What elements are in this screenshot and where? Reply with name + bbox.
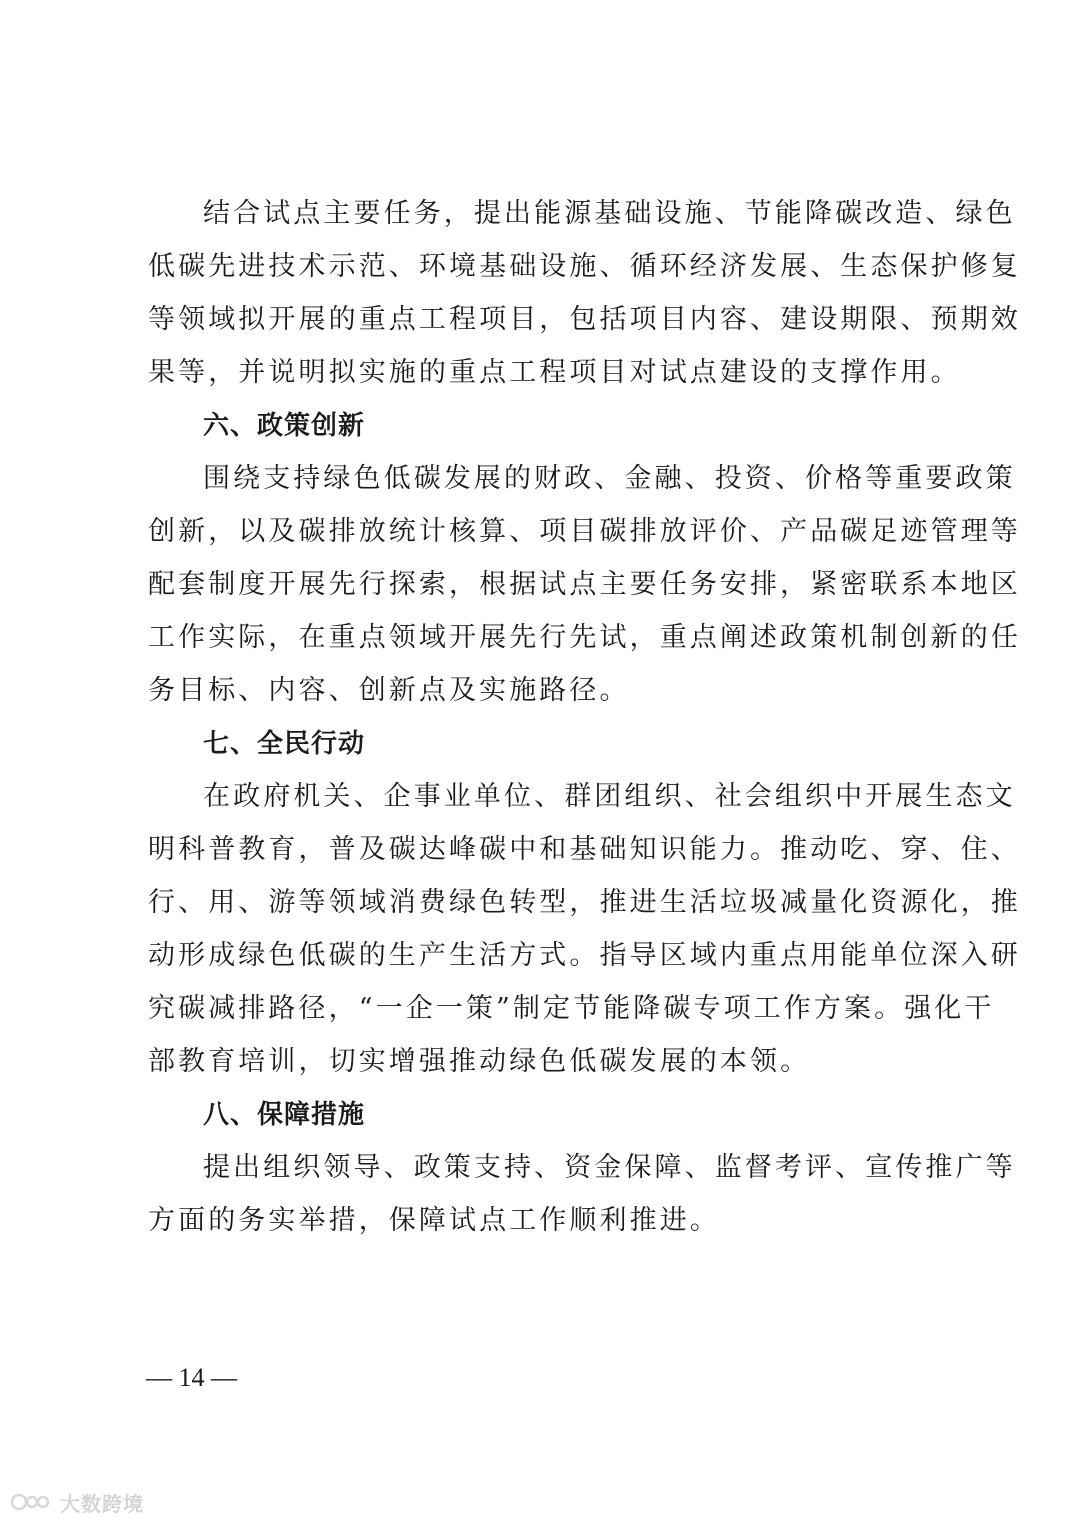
paragraph-line: 提出组织领导、政策支持、资金保障、监督考评、宣传推广等: [203, 1152, 1016, 1183]
watermark-text: 大数跨境: [60, 1491, 144, 1516]
paragraph-line: 究碳减排路径，“一企一策”制定节能降碳专项工作方案。强化干: [148, 993, 995, 1024]
paragraph-line: 行、用、游等领域消费绿色转型，推进生活垃圾减量化资源化，推: [148, 887, 1021, 918]
paragraph-line: 等领域拟开展的重点工程项目，包括项目内容、建设期限、预期效: [148, 304, 1021, 335]
paragraph-line: 创新，以及碳排放统计核算、项目碳排放评价、产品碳足迹管理等: [148, 516, 1021, 547]
watermark: [10, 1487, 144, 1517]
section-heading-policy: 六、政策创新: [203, 411, 366, 441]
brand-logo-icon: [10, 1490, 54, 1514]
paragraph-line: 部教育培训，切实增强推动绿色低碳发展的本领。: [148, 1046, 811, 1077]
section-heading-safeguard: 八、保障措施: [203, 1100, 366, 1130]
paragraph-line: 围绕支持绿色低碳发展的财政、金融、投资、价格等重要政策: [203, 463, 1016, 494]
page-number: — 14 —: [146, 1363, 237, 1392]
paragraph-line: 务目标、内容、创新点及实施路径。: [148, 675, 630, 706]
paragraph-line: 配套制度开展先行探索，根据试点主要任务安排，紧密联系本地区: [148, 569, 1021, 600]
paragraph-line: 结合试点主要任务，提出能源基础设施、节能降碳改造、绿色: [203, 198, 1016, 229]
paragraph-line: 果等，并说明拟实施的重点工程项目对试点建设的支撑作用。: [148, 357, 961, 388]
paragraph-line: 明科普教育，普及碳达峰碳中和基础知识能力。推动吃、穿、住、: [148, 834, 1021, 865]
paragraph-line: 方面的务实举措，保障试点工作顺利推进。: [148, 1205, 720, 1236]
paragraph-line: 动形成绿色低碳的生产生活方式。指导区域内重点用能单位深入研: [148, 940, 1021, 971]
section-heading-action: 七、全民行动: [203, 729, 366, 759]
paragraph-line: 在政府机关、企事业单位、群团组织、社会组织中开展生态文: [203, 781, 1016, 812]
paragraph-line: 工作实际，在重点领域开展先行先试，重点阐述政策机制创新的任: [148, 622, 1021, 653]
paragraph-line: 低碳先进技术示范、环境基础设施、循环经济发展、生态保护修复: [148, 251, 1021, 282]
